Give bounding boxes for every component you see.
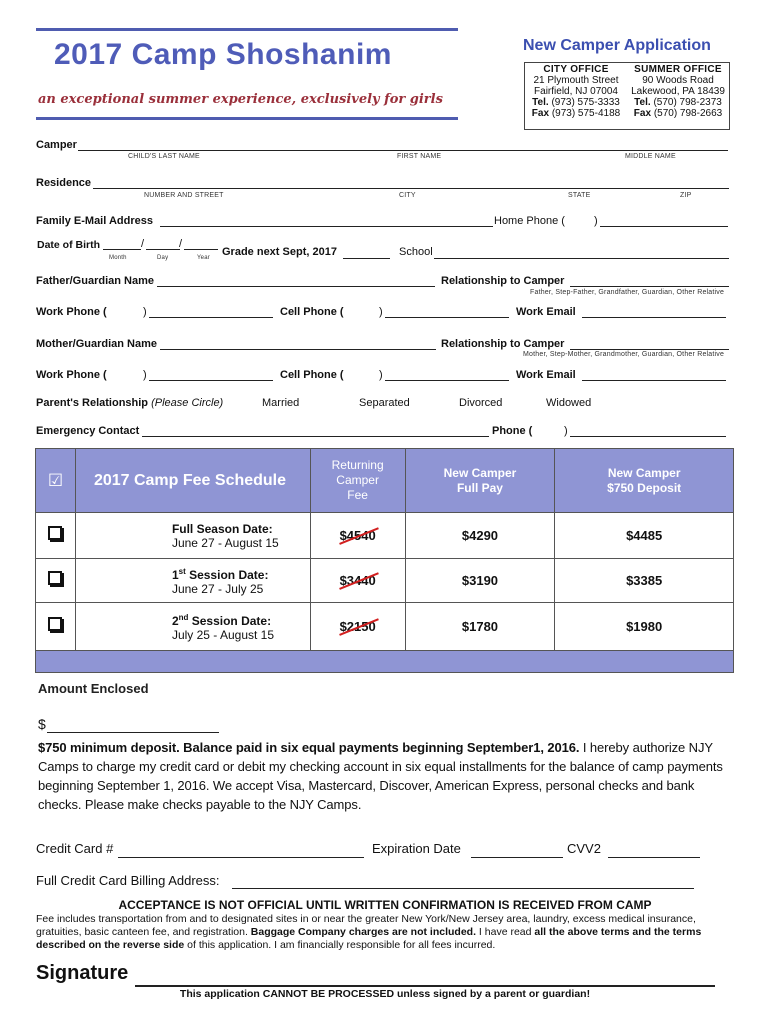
fee-header-returning: Returning Camper Fee (310, 449, 405, 513)
father-relationship-label: Relationship to Camper (441, 275, 565, 287)
dollar-sign: $ (38, 716, 46, 732)
fee-row-label-cell (75, 603, 310, 651)
credit-card-line[interactable] (118, 857, 364, 858)
header-top-bar (36, 28, 458, 31)
fee-row-full-cell (405, 513, 555, 559)
city-office-tel: Tel. (973) 575-3333 (532, 97, 620, 108)
summer-office-fax: Fax (570) 798-2663 (633, 108, 723, 119)
father-cell-phone-line[interactable] (385, 317, 509, 318)
signature-line[interactable] (135, 985, 715, 987)
father-cell-phone-paren: ) (379, 306, 383, 318)
school-line[interactable] (434, 258, 729, 259)
mother-cell-phone-line[interactable] (385, 380, 509, 381)
email-label: Family E-Mail Address (36, 215, 153, 227)
dob-label: Date of Birth (37, 239, 100, 251)
fee-footer-row (36, 651, 734, 673)
camp-tagline: an exceptional summer experience, exclusively for girls (38, 92, 443, 107)
dob-day-line[interactable] (146, 249, 180, 250)
fee-row-returning-cell (310, 559, 405, 603)
fee-row-returning-cell (310, 603, 405, 651)
mother-relationship-caption: Mother, Step-Mother, Grandmother, Guardian, Other Relative (523, 351, 725, 358)
option-divorced[interactable]: Divorced (459, 397, 503, 409)
mother-name-label: Mother/Guardian Name (36, 338, 158, 350)
fee-row-label-cell (75, 559, 310, 603)
payment-terms-bold: $750 minimum deposit. Balance paid in six equal payments beginning September1, 2016. (38, 740, 580, 755)
full-season-returning-price: $4540 (339, 527, 376, 543)
dob-year-caption: Year (197, 255, 210, 261)
second-session-checkbox[interactable] (48, 617, 62, 631)
dob-month-line[interactable] (103, 249, 141, 250)
signature-note: This application CANNOT BE PROCESSED unless signed by a parent or guardian! (179, 988, 591, 1000)
fee-row-full-season (36, 513, 734, 559)
fee-row-returning-cell (310, 513, 405, 559)
cvv-line[interactable] (608, 857, 700, 858)
summer-office (627, 64, 729, 119)
camper-name-line[interactable] (78, 150, 728, 151)
form-title: New Camper Application (523, 37, 711, 54)
dob-slash-1: / (141, 238, 145, 250)
fee-header-row (36, 449, 734, 513)
fee-table (35, 448, 734, 673)
email-line[interactable] (160, 226, 493, 227)
option-married[interactable]: Married (262, 397, 300, 409)
full-season-dates: June 27 - August 15 (171, 535, 279, 550)
fee-row-check-cell (36, 513, 76, 559)
mother-relationship-line[interactable] (570, 349, 729, 350)
first-session-deposit-price: $3385 (626, 572, 663, 588)
option-widowed[interactable]: Widowed (546, 397, 592, 409)
fee-row-label-cell (75, 513, 310, 559)
fee-row-full-cell (405, 559, 555, 603)
city-office-heading: CITY OFFICE (543, 64, 609, 75)
mother-cell-phone-label: Cell Phone ( (280, 369, 344, 381)
residence-state-caption: STATE (568, 192, 591, 199)
second-session-returning-price: $2150 (339, 618, 376, 634)
fee-footer-cell (36, 651, 734, 673)
grade-label: Grade next Sept, 2017 (222, 246, 337, 258)
summer-office-tel: Tel. (570) 798-2373 (634, 97, 722, 108)
payment-terms (38, 738, 734, 814)
mother-relationship-label: Relationship to Camper (441, 338, 565, 350)
home-phone-label: Home Phone ( (494, 215, 565, 227)
father-work-phone-label: Work Phone ( (36, 306, 107, 318)
fee-row-second-session (36, 603, 734, 651)
full-season-checkbox[interactable] (48, 526, 62, 540)
emergency-phone-paren: ) (564, 425, 568, 437)
mother-work-email-line[interactable] (582, 380, 726, 381)
grade-line[interactable] (343, 258, 390, 259)
parents-relationship-text: Parent's Relationship (36, 397, 149, 409)
residence-line[interactable] (93, 188, 729, 189)
amount-line[interactable] (47, 732, 219, 733)
camper-label: Camper (36, 139, 77, 151)
father-relationship-caption: Father, Step-Father, Grandfather, Guardian, Other Relative (530, 289, 725, 296)
fee-row-check-cell (36, 603, 76, 651)
father-work-phone-paren: ) (143, 306, 147, 318)
fee-row-deposit-cell (555, 559, 734, 603)
amount-enclosed-label: Amount Enclosed (38, 681, 149, 696)
payment-terms-text: I hereby authorize NJY Camps to charge my credit card or debit my checking account in six equal installments for the balance of camp payments beginning September 1, 2016. We accept Visa, Mastercard, Discover, American Express, personal checks and bank checks. Please make checks payable to the NJY Camps. (38, 740, 723, 812)
dob-slash-2: / (179, 238, 183, 250)
acceptance-notice: ACCEPTANCE IS NOT OFFICIAL UNTIL WRITTEN CONFIRMATION IS RECEIVED FROM CAMP (118, 898, 652, 912)
first-session-dates: June 27 - July 25 (171, 582, 264, 596)
first-session-returning-price: $3440 (339, 572, 376, 588)
fee-row-check-cell (36, 559, 76, 603)
residence-city-caption: CITY (399, 192, 416, 199)
fee-row-deposit-cell (555, 603, 734, 651)
camp-title: 2017 Camp Shoshanim (54, 38, 392, 71)
father-work-email-label: Work Email (516, 306, 576, 318)
city-office-fax: Fax (973) 575-4188 (531, 108, 621, 119)
summer-office-line2: Lakewood, PA 18439 (631, 86, 725, 97)
emergency-phone-line[interactable] (570, 436, 726, 437)
emergency-contact-label: Emergency Contact (36, 425, 140, 437)
full-season-deposit-price: $4485 (626, 527, 663, 543)
header-bottom-bar (36, 117, 458, 120)
father-work-email-line[interactable] (582, 317, 726, 318)
mother-work-phone-label: Work Phone ( (36, 369, 107, 381)
mother-work-phone-line[interactable] (149, 380, 273, 381)
signature-label: Signature (36, 962, 129, 984)
mother-cell-phone-paren: ) (379, 369, 383, 381)
parents-relationship-hint: (Please Circle) (151, 397, 224, 409)
camper-middle-caption: MIDDLE NAME (625, 153, 676, 160)
first-session-checkbox[interactable] (48, 571, 62, 585)
cvv-label: CVV2 (567, 841, 601, 856)
camper-first-caption: FIRST NAME (397, 153, 442, 160)
dob-day-caption: Day (157, 255, 169, 261)
summer-office-heading: SUMMER OFFICE (634, 64, 722, 75)
emergency-phone-label: Phone ( (492, 425, 533, 437)
first-session-full-price: $3190 (461, 572, 499, 588)
second-session-name: 2nd Session Date: (171, 613, 272, 628)
option-separated[interactable]: Separated (359, 397, 410, 409)
first-session-name: 1st Session Date: (171, 567, 269, 582)
camper-last-caption: CHILD'S LAST NAME (128, 153, 200, 160)
residence-street-caption: NUMBER AND STREET (144, 192, 224, 199)
school-label: School (399, 246, 433, 258)
second-session-deposit-price: $1980 (626, 618, 663, 634)
fee-row-full-cell (405, 603, 555, 651)
fee-header-check (36, 449, 76, 513)
city-office-line2: Fairfield, NJ 07004 (534, 86, 618, 97)
father-name-label: Father/Guardian Name (36, 275, 154, 287)
residence-zip-caption: ZIP (680, 192, 692, 199)
mother-work-email-label: Work Email (516, 369, 576, 381)
city-office (527, 64, 625, 119)
fee-row-first-session (36, 559, 734, 603)
mother-name-line[interactable] (160, 349, 436, 350)
expiration-line[interactable] (471, 857, 563, 858)
credit-card-label: Credit Card # (36, 841, 114, 856)
emergency-contact-line[interactable] (142, 436, 489, 437)
billing-address-label: Full Credit Card Billing Address: (36, 873, 220, 888)
fee-row-deposit-cell (555, 513, 734, 559)
home-phone-paren: ) (594, 215, 598, 227)
billing-address-line[interactable] (232, 888, 694, 889)
expiration-label: Expiration Date (372, 841, 461, 856)
father-name-line[interactable] (157, 286, 435, 287)
full-season-name: Full Season Date: (171, 521, 273, 536)
dob-year-line[interactable] (184, 249, 218, 250)
dob-month-caption: Month (109, 255, 127, 261)
fee-terms: Fee includes transportation from and to designated sites in or near the greater New York/New Jersey area, laundry, excess medical insurance, gratuities, basic canteen fee, and registration. Baggage Company charges are not included. I have read all the above terms and the terms described on the reverse side of this application. I am financially responsible for all fees incurred. (36, 913, 702, 951)
fee-header-deposit: New Camper $750 Deposit (555, 449, 734, 513)
second-session-full-price: $1780 (461, 618, 499, 634)
second-session-dates: July 25 - August 15 (171, 628, 275, 642)
city-office-line1: 21 Plymouth Street (533, 75, 619, 86)
fee-header-full: New Camper Full Pay (405, 449, 555, 513)
check-icon: ☑ (47, 470, 64, 490)
father-relationship-line[interactable] (570, 286, 729, 287)
summer-office-line1: 90 Woods Road (642, 75, 714, 86)
mother-work-phone-paren: ) (143, 369, 147, 381)
full-season-full-price: $4290 (461, 527, 499, 543)
fee-header-title: 2017 Camp Fee Schedule (75, 449, 310, 513)
father-cell-phone-label: Cell Phone ( (280, 306, 344, 318)
parents-relationship-label (36, 397, 223, 409)
home-phone-line[interactable] (600, 226, 728, 227)
father-work-phone-line[interactable] (149, 317, 273, 318)
residence-label: Residence (36, 177, 92, 189)
